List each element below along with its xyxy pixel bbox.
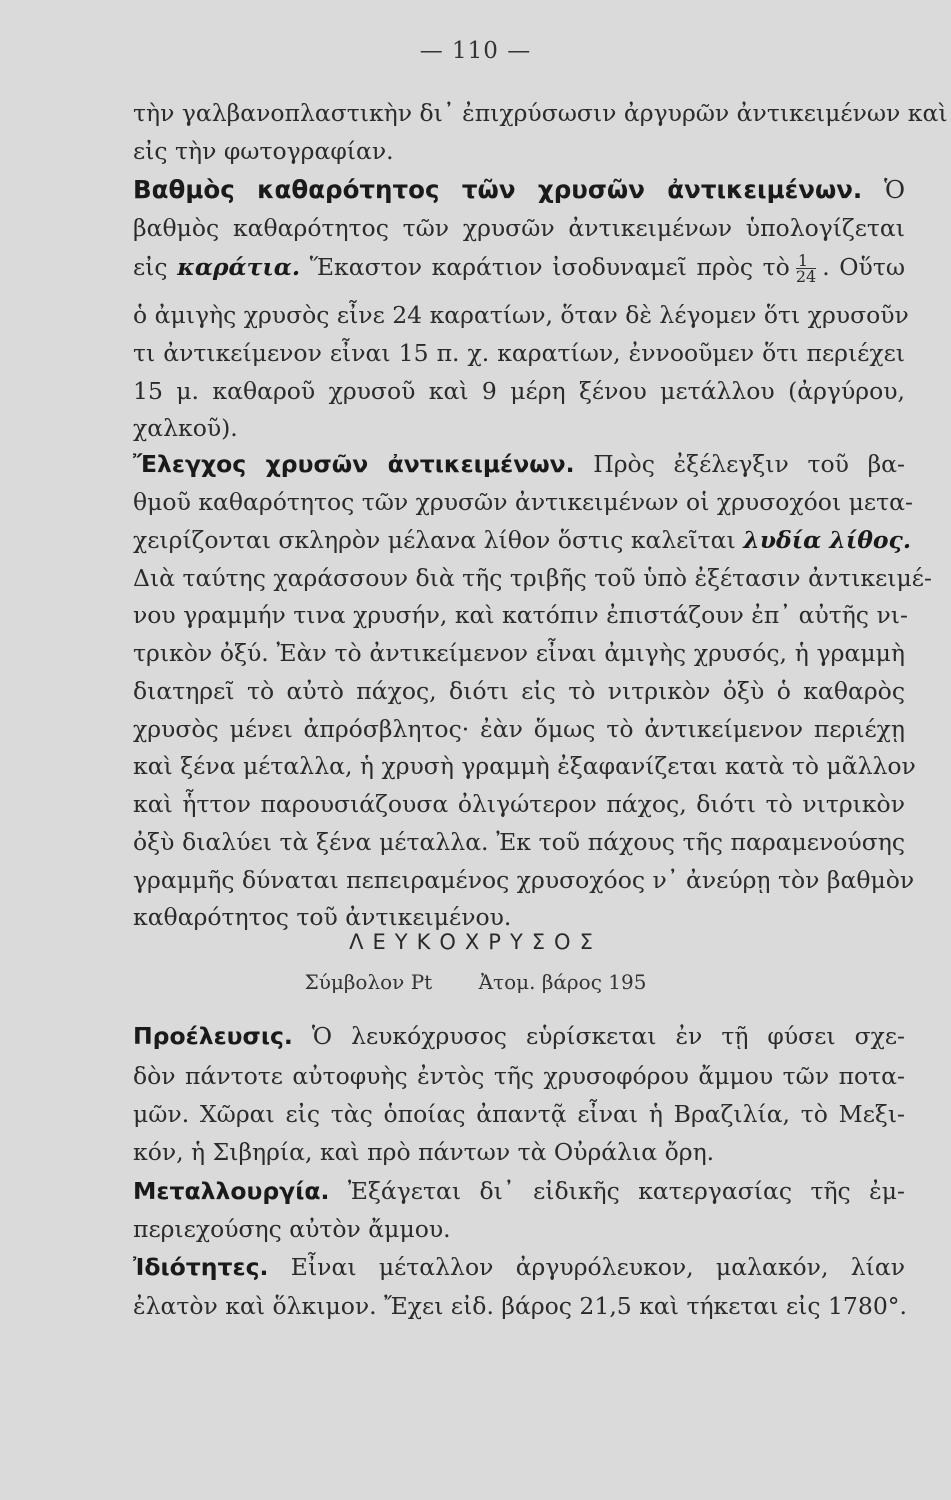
section-heading: Προέλευσις. [133, 1022, 293, 1050]
text-line: εἰς καράτια. Ἕκαστον καράτιον ἰσοδυναμεῖ πρὸς τὸ $\frac{1}{24}$ . Οὕτω [133, 251, 905, 286]
term-lydia-lithos: λυδία λίθος. [743, 526, 912, 554]
section-heading: Ἰδιότητες. [133, 1253, 269, 1281]
text-line: τι ἀντικείμενον εἶναι 15 π. χ. καρατίων, ἐννοοῦμεν ὅτι περιέχει [133, 339, 905, 367]
text-line: νου γραμμήν τινα χρυσήν, καὶ κατόπιν ἐπιστάζουν ἐπ᾽ αὐτῆς νι- [133, 601, 908, 629]
element-title: ΛΕΥΚΟΧΡΥΣΟΣ [349, 930, 602, 954]
text-line: καὶ ξένα μέταλλα, ἡ χρυσὴ γραμμὴ ἐξαφανίζεται κατὰ τὸ μᾶλλον [133, 752, 916, 780]
text-line: περιεχούσης αὐτὸν ἄμμου. [133, 1215, 451, 1243]
section-heading: Ἔλεγχος χρυσῶν ἀντικειμένων. [133, 450, 575, 478]
text-line: ἐλατὸν καὶ ὅλκιμον. Ἔχει εἰδ. βάρος 21,5 καὶ τήκεται εἰς 1780°. [133, 1292, 908, 1320]
text-line: διατηρεῖ τὸ αὐτὸ πάχος, διότι εἰς τὸ νιτρικὸν ὀξὺ ὁ καθαρὸς [133, 677, 905, 705]
text-line: χρυσὸς μένει ἀπρόσβλητος· ἐὰν ὅμως τὸ ἀντικείμενον περιέχῃ [133, 715, 905, 743]
element-symbol: Σύμβολον Pt [304, 970, 433, 994]
text-line: χειρίζονται σκληρὸν μέλανα λίθον ὅστις καλεῖται λυδία λίθος. [133, 526, 912, 554]
element-weight: Ἀτομ. βάρος 195 [478, 970, 647, 994]
section-heading: Βαθμὸς καθαρότητος τῶν χρυσῶν ἀντικειμένων. [133, 175, 863, 204]
paragraph-heading-line: Μεταλλουργία. Ἐξάγεται δι᾽ εἰδικῆς κατεργασίας τῆς ἐμ- [133, 1177, 905, 1205]
paragraph-heading-line: Βαθμὸς καθαρότητος τῶν χρυσῶν ἀντικειμένων. Ὁ [133, 175, 905, 204]
text-line: Διὰ ταύτης χαράσσουν διὰ τῆς τριβῆς τοῦ ὑπὸ ἐξέτασιν ἀντικειμέ- [133, 564, 932, 592]
text-line: καὶ ἧττον παρουσιάζουσα ὀλιγώτερον πάχος, διότι τὸ νιτρικὸν [133, 790, 905, 818]
text-line: ὁ ἀμιγὴς χρυσὸς εἶνε 24 καρατίων, ὅταν δὲ λέγομεν ὅτι χρυσοῦν [133, 301, 909, 329]
term-karatia: καράτια. [177, 253, 301, 281]
text-line: τὴν γαλβανοπλαστικὴν δι᾽ ἐπιχρύσωσιν ἀργυρῶν ἀντικειμένων καὶ [133, 99, 948, 127]
paragraph-heading-line: Προέλευσις. Ὁ λευκόχρυσος εὑρίσκεται ἐν τῇ φύσει σχε- [133, 1022, 905, 1050]
paragraph-heading-line: Ἔλεγχος χρυσῶν ἀντικειμένων. Πρὸς ἐξέλεγξιν τοῦ βα- [133, 450, 905, 478]
section-heading: Μεταλλουργία. [133, 1177, 330, 1205]
element-info [0, 970, 951, 994]
text-line: βαθμὸς καθαρότητος τῶν χρυσῶν ἀντικειμένων ὑπολογίζεται [133, 214, 905, 242]
fraction: $\frac{1}{24}$ [795, 251, 817, 286]
text-line: δὸν πάντοτε αὐτοφυὴς ἐντὸς τῆς χρυσοφόρου ἄμμου τῶν ποτα- [133, 1062, 905, 1090]
text-line: κόν, ἡ Σιβηρία, καὶ πρὸ πάντων τὰ Οὐράλια ὄρη. [133, 1138, 715, 1166]
text-line: ὀξὺ διαλύει τὰ ξένα μέταλλα. Ἐκ τοῦ πάχους τῆς παραμενούσης [133, 828, 905, 856]
text-line: εἰς τὴν φωτογραφίαν. [133, 137, 394, 165]
text-line: καθαρότητος τοῦ ἀντικειμένου. [133, 903, 512, 931]
text-line: 15 μ. καθαροῦ χρυσοῦ καὶ 9 μέρη ξένου μετάλλου (ἀργύρου, [133, 377, 905, 405]
page-number: — 110 — [419, 38, 532, 64]
text-line: θμοῦ καθαρότητος τῶν χρυσῶν ἀντικειμένων οἱ χρυσοχόοι μετα- [133, 488, 913, 516]
text-line: μῶν. Χῶραι εἰς τὰς ὁποίας ἀπαντᾷ εἶναι ἡ Βραζιλία, τὸ Μεξι- [133, 1100, 905, 1128]
text-line: γραμμῆς δύναται πεπειραμένος χρυσοχόος ν᾽ ἀνεύρῃ τὸν βαθμὸν [133, 866, 915, 894]
text-line: χαλκοῦ). [133, 414, 238, 442]
paragraph-heading-line: Ἰδιότητες. Εἶναι μέταλλον ἀργυρόλευκον, μαλακόν, λίαν [133, 1253, 905, 1281]
text-line: τρικὸν ὀξύ. Ἐὰν τὸ ἀντικείμενον εἶναι ἀμιγὴς χρυσός, ἡ γραμμὴ [133, 639, 905, 667]
